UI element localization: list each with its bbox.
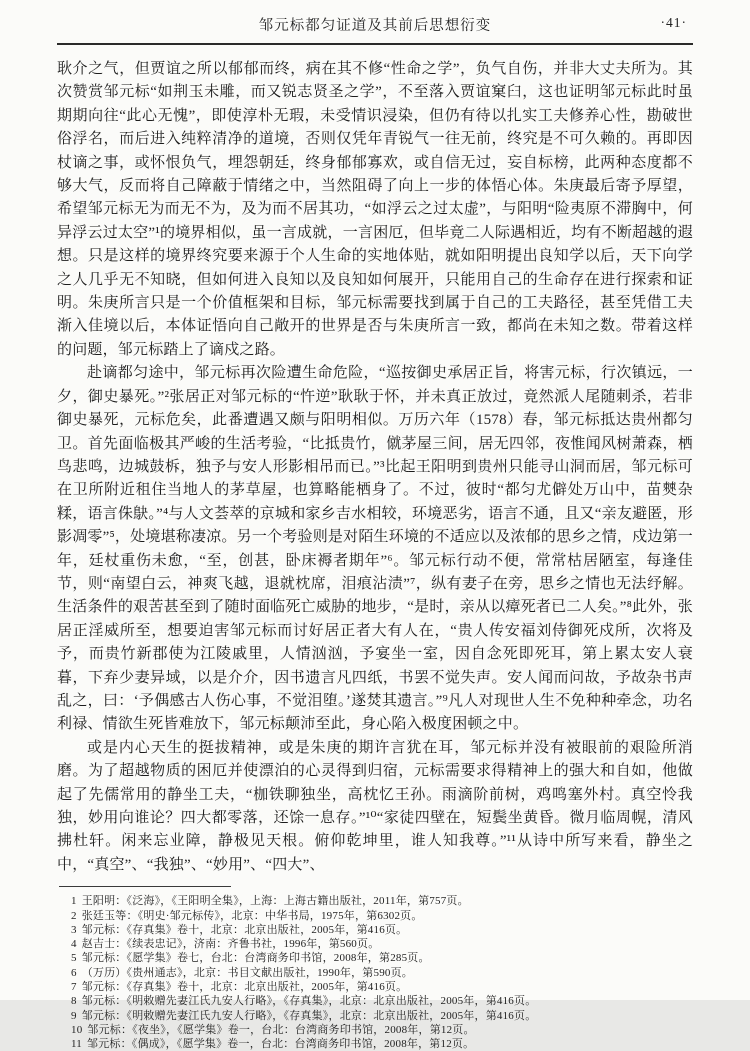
- footnote-number: 6: [71, 966, 77, 979]
- footnote-9: [57, 1009, 693, 1023]
- footnote-text: （万历）《贵州通志》，北京：书目文献出版社，1990年，第590页。: [81, 966, 414, 979]
- footnote-number: 7: [71, 981, 77, 993]
- footnote-text: 张廷玉等：《明史·邹元标传》，北京：中华书局，1975年，第6302页。: [81, 909, 423, 922]
- footnote-text: 邹元标：《明敕赠先妻江氏九安人行略》，《存真集》，北京：北京出版社，2005年，第416页。: [81, 995, 537, 1008]
- footnote-number: 4: [71, 938, 77, 951]
- footnote-number: 8: [71, 995, 77, 1008]
- footnote-5: [57, 951, 693, 965]
- footnote-separator: [59, 886, 231, 887]
- footnote-text: 王阳明：《泛海》，《王阳明全集》，上海：上海古籍出版社，2011年，第757页。: [81, 895, 469, 908]
- running-head: [57, 14, 693, 36]
- footnote-number: 5: [71, 952, 77, 965]
- page-number: ·41·: [660, 15, 687, 30]
- running-title: 邹元标都匀证道及其前后思想衍变: [258, 18, 492, 34]
- footnote-text: 邹元标：《愿学集》卷七，台北：台湾商务印书馆，2008年，第285页。: [81, 952, 430, 965]
- page-header: [57, 14, 693, 45]
- footnote-text: 邹元标：《偶成》，《愿学集》卷一，台北：台湾商务印书馆，2008年，第12页。: [87, 1038, 475, 1051]
- footnote-number: 1: [71, 895, 77, 908]
- footnote-4: [57, 937, 693, 951]
- footnote-text: 邹元标：《夜坐》，《愿学集》卷一，台北：台湾商务印书馆，2008年，第12页。: [87, 1023, 475, 1036]
- footnote-8: [57, 994, 693, 1008]
- footnote-2: [57, 909, 693, 923]
- footnote-text: 赵吉士：《续表忠记》，济南：齐鲁书社，1996年，第560页。: [81, 938, 380, 951]
- paragraph-3: 或是内心天生的挺拔精神，或是朱庚的期许言犹在耳，邹元标并没有被眼前的艰险所消磨。为了超越物质的困厄并使漂泊的心灵得到归宿，元标需要求得精神上的强大和自如，他做起了先儒常用的静坐工夫，“枷铁聊独坐，高枕忆王孙。雨滴阶前树，鸡鸣塞外村。真空怜我独，妙用向谁论？四大都零落，还馀一息存。”¹⁰“家徒四壁在，短鬓坐黄昏。微月临周幌，清风拂杜轩。闲来忘业障，静极见天根。俯仰乾坤里，谁人知我尊。”¹¹从诗中所写来看，静坐之中，“真空”、“我独”、“妙用”、“四大”、: [57, 739, 693, 873]
- paragraph-1: 耿介之气，但贾谊之所以郁郁而终，病在其不修“性命之学”，负气自伤，并非大丈夫所为。其次赞赏邹元标“如荆玉未雕，而又锐志贤圣之学”，不至落入贾谊窠臼，这也证明邹元标此时虽期期向往“此心无愧”，即使淳朴无瑕，未受情识浸染，但仍有待以扎实工夫修养心性，勘破世俗浮名，而后进入纯粹清净的道境，否则仅凭年青锐气一往无前，终究是不可久赖的。再即因杖谪之事，或怀恨负气，埋怨朝廷，终身郁郁寡欢，或自信无过，妄自标榜，此两种态度都不够大气，反而将自己障蔽于情绪之中，当然阻碍了向上一步的体悟心体。朱庚最后寄予厚望，希望邹元标无为而无不为，及为而不居其功，“如浮云之过太虚”，与阳明“险夷原不滞胸中，何异浮云过太空”¹的境界相似，虽一言成就，一言困厄，但毕竟二人际遇相近，均有不断超越的遐想。只是这样的境界终究要来源于个人生命的实地体贴，就如阳明提出良知学以后，天下向学之人几乎无不知晓，但如何进入良知以及良知如何展开，只能用自己的生命存在进行探索和证明。朱庚所言只是一个价值框架和目标，邹元标需要找到属于自己的工夫路径，甚至凭借工夫渐入佳境以后，本体证悟向自己敞开的世界是否与朱庚所言一致，都尚在未知之数。带着这样的问题，邹元标踏上了谪戍之路。: [57, 61, 693, 358]
- header-rule: [57, 43, 693, 45]
- footnote-1: [57, 894, 693, 908]
- footnote-7: [57, 980, 693, 994]
- footnote-number: 9: [71, 1009, 77, 1022]
- paragraph-2: 赴谪都匀途中，邹元标再次险遭生命危险，“巡按御史承居正旨，将害元标，行次镇远，一夕，御史暴死。”²张居正对邹元标的“忤逆”耿耿于怀，并未真正放过，竟然派人尾随刺杀，若非御史暴死，元标危矣，此番遭遇又颇与阳明相似。万历六年（1578）春，邹元标抵达贵州都匀卫。首先面临极其严峻的生活考验，“比抵贵竹，僦茅屋三间，居无四邻，夜惟闻风树萧森，栖鸟悲鸣，边城鼓柝，独予与安人形影相吊而已。”³比起王阳明到贵州只能寻山洞而居，邹元标可在卫所附近租住当地人的茅草屋，也算略能栖身了。不过，彼时“都匀尤僻处万山中，苗僰杂糅，语言侏鴃。”⁴与人文荟萃的京城和家乡吉水相较，环境恶劣，语言不通，且又“亲友避匿，形影凋零”⁵，处境堪称凄凉。另一个考验则是对陌生环境的不适应以及浓郁的思乡之情，戍边第一年，廷杖重伤未愈，“至，创甚，卧床褥者期年”⁶。邹元标行动不便，常常枯居陋室，每逢佳节，则“南望白云，神爽飞越，退就枕席，泪痕沾渍”⁷，纵有妻子在旁，思乡之情也无法纾解。生活条件的艰苦甚至到了随时面临死亡威胁的地步，“是时，亲从以瘴死者已二人矣。”⁸此外，张居正淫威所至，想要迫害邹元标而讨好居正者大有人在，“贵人传安福刘侍御死戍所，次将及予，而贵竹新郡使为江陵戚里，人情汹汹，予宴坐一室，因自念死即死耳，第上累太安人衰暮，下弃少妻异域，以是介介，因书遗言凡四纸，书罢不觉失声。安人闻而问故，予故杂书声乱之，曰：‘予偶感古人伤心事，不觉泪堕。’遂焚其遗言。”⁹凡人对现世人生不免种种牵念，功名利禄、情欲生死皆难放下，邹元标颠沛至此，身心陷入极度困顿之中。: [57, 365, 693, 733]
- footnote-number: 3: [71, 923, 77, 936]
- footnote-3: [57, 923, 693, 937]
- footnote-11: [57, 1037, 693, 1051]
- footnote-6: [57, 966, 693, 980]
- footnote-text: 邹元标：《存真集》卷十，北京：北京出版社，2005年，第416页。: [81, 981, 408, 993]
- footnote-10: [57, 1023, 693, 1037]
- article-body: [57, 58, 693, 877]
- footnote-number: 10: [71, 1023, 83, 1036]
- footnote-text: 邹元标：《存真集》卷十，北京：北京出版社，2005年，第416页。: [81, 923, 408, 936]
- footnote-text: 邹元标：《明敕赠先妻江氏九安人行略》，《存真集》，北京：北京出版社，2005年，第416页。: [81, 1009, 537, 1022]
- footnote-number: 2: [71, 909, 77, 922]
- footnotes-section: [57, 886, 693, 1051]
- footnote-number: 11: [71, 1038, 82, 1051]
